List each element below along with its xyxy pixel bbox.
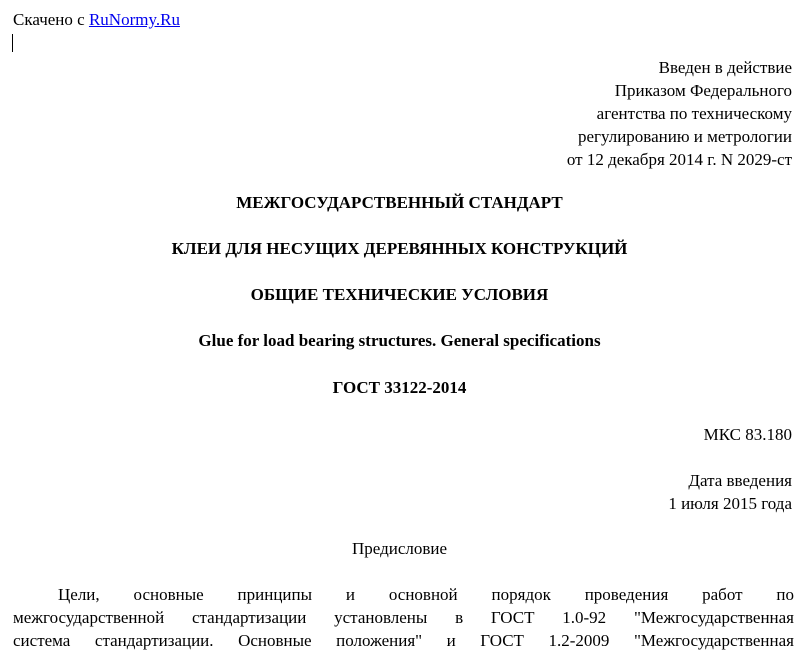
english-title: Glue for load bearing structures. General specifications (198, 331, 601, 350)
text-cursor (12, 34, 13, 52)
intro-line: Введен в действие (658, 58, 792, 77)
intro-block (567, 56, 792, 171)
mks-code: МКС 83.180 (703, 425, 792, 444)
introduction-date-label: Дата введения (688, 471, 792, 490)
standard-title-heading: КЛЕИ ДЛЯ НЕСУЩИХ ДЕРЕВЯННЫХ КОНСТРУКЦИЙ (171, 239, 628, 258)
intro-line: от 12 декабря 2014 г. N 2029-ст (566, 150, 792, 169)
preface-paragraph (13, 583, 794, 652)
source-link[interactable]: RuNormy.Ru (88, 10, 180, 29)
paragraph-line: Цели, основные принципы и основной порядок проведения работ по (58, 585, 794, 604)
standard-type-heading: МЕЖГОСУДАРСТВЕННЫЙ СТАНДАРТ (236, 193, 563, 212)
introduction-date-block (668, 469, 792, 515)
source-line (13, 9, 180, 31)
paragraph-line: межгосударственной стандартизации установлены в ГОСТ 1.0-92 "Межгосударственная (13, 608, 794, 627)
preface-heading: Предисловие (351, 539, 448, 558)
intro-line: агентства по техническому (596, 104, 792, 123)
source-prefix: Скачено с (13, 10, 85, 29)
intro-line: Приказом Федерального (614, 81, 792, 100)
paragraph-line: система стандартизации. Основные положения" и ГОСТ 1.2-2009 "Межгосударственная (13, 631, 794, 650)
standard-code: ГОСТ 33122-2014 (332, 378, 467, 397)
standard-subtitle-heading: ОБЩИЕ ТЕХНИЧЕСКИЕ УСЛОВИЯ (250, 285, 549, 304)
intro-line: регулированию и метрологии (577, 127, 792, 146)
introduction-date-value: 1 июля 2015 года (668, 494, 792, 513)
